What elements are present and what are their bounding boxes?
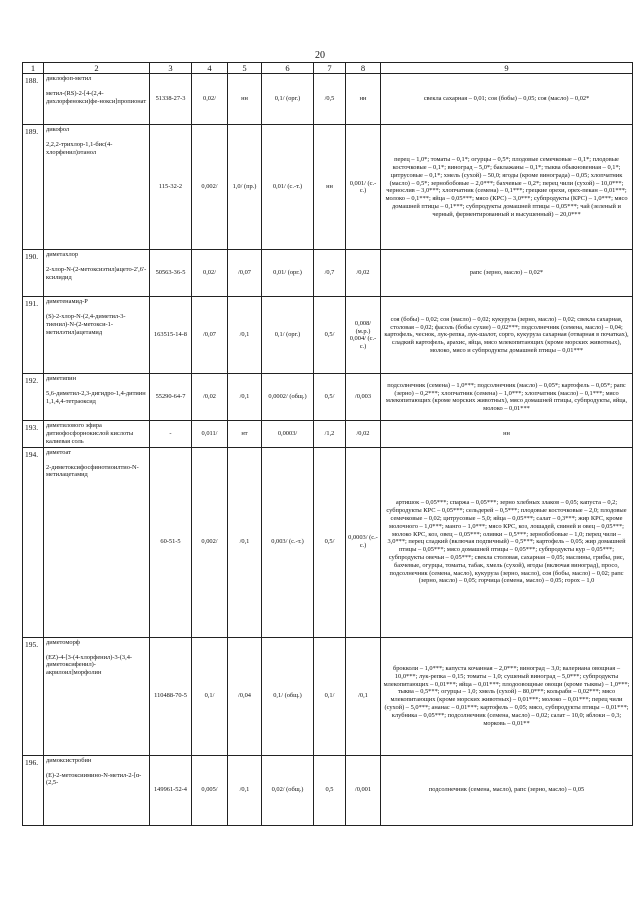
row-number: 194. <box>25 449 39 459</box>
residue-limits: рапс (зерно, масло) – 0,02* <box>469 269 544 277</box>
column-8-cell <box>346 297 381 374</box>
column-7-cell <box>314 447 346 637</box>
substance-name: диклофоп-метил <box>46 75 92 83</box>
column-7-cell <box>314 374 346 421</box>
column-8-value: 0,008/ (м.р.) 0,004/ (с.-с.) <box>349 319 377 351</box>
column-5-cell <box>228 250 262 297</box>
cas-cell <box>150 637 192 755</box>
column-6-value: 0,003/ (с.-т.) <box>271 538 304 546</box>
column-8-cell <box>346 250 381 297</box>
column-7-value: нн <box>326 183 333 191</box>
column-4-cell <box>192 447 228 637</box>
table-body <box>23 63 633 826</box>
row-number: 192. <box>25 376 39 386</box>
substance-name: диметахлор <box>46 251 79 259</box>
column-4-cell <box>192 755 228 825</box>
column-5-cell <box>228 374 262 421</box>
cas-number: 55290-64-7 <box>155 393 186 401</box>
cas-number: 149961-52-4 <box>153 786 187 794</box>
substance-cell <box>44 421 150 447</box>
row-number-cell <box>23 637 44 755</box>
column-6-value: 0,01/ (орг.) <box>273 269 302 277</box>
cas-cell <box>150 374 192 421</box>
column-8-value: /0,02 <box>356 269 370 277</box>
column-7-cell <box>314 74 346 125</box>
cas-number: 163515-14-8 <box>153 331 187 339</box>
table-row <box>23 421 633 447</box>
column-6-cell <box>262 637 314 755</box>
chemical-name: метил-(RS)-2-[4-(2,4-дихлорфенокси)фе-нокси]пропионат <box>46 90 147 105</box>
column-header: 4 <box>192 63 228 74</box>
substance-name: дикофол <box>46 126 70 134</box>
column-8-value: /0,001 <box>354 786 372 794</box>
substance-name: диметенамид-Р <box>46 298 88 306</box>
row-number-cell <box>23 125 44 250</box>
row-number-cell <box>23 250 44 297</box>
cas-cell <box>150 125 192 250</box>
column-7-cell <box>314 637 346 755</box>
column-5-value: /0,04 <box>238 692 251 700</box>
column-7-value: 0,5/ <box>324 331 335 339</box>
chemical-name: (E)-2-метоксиимино-N-метил-2-[α-(2,5- <box>46 771 142 787</box>
substance-name: диметоат <box>46 448 71 456</box>
residue-limits: нн <box>503 430 510 438</box>
row-number: 193. <box>25 423 39 433</box>
substance-cell <box>44 374 150 421</box>
column-5-cell <box>228 637 262 755</box>
residue-limits-cell <box>381 755 633 825</box>
column-6-value: 0,1/ (орг.) <box>274 95 301 103</box>
row-number: 191. <box>25 299 39 309</box>
column-7-value: 0,5/ <box>324 538 335 546</box>
column-6-cell <box>262 755 314 825</box>
column-6-value: 0,01/ (с.-т.) <box>272 183 303 191</box>
row-number-cell <box>23 297 44 374</box>
column-8-value: /0,1 <box>358 692 368 700</box>
column-5-cell <box>228 125 262 250</box>
column-6-value: 0,0003/ <box>277 430 298 438</box>
cas-cell <box>150 297 192 374</box>
column-5-cell <box>228 447 262 637</box>
row-number-cell <box>23 74 44 125</box>
column-4-value: 0,02/ <box>203 95 216 103</box>
column-5-cell <box>228 74 262 125</box>
row-number: 190. <box>25 252 39 262</box>
residue-limits-cell <box>381 421 633 447</box>
column-5-value: /0,1 <box>239 331 250 339</box>
column-4-cell <box>192 74 228 125</box>
chemical-name: 2,2,2-трихлор-1,1-бис(4-хлорфенил)этанол <box>46 141 113 156</box>
column-6-cell <box>262 421 314 447</box>
row-number-cell <box>23 755 44 825</box>
cas-cell <box>150 447 192 637</box>
column-4-value: 0,002/ <box>201 538 218 546</box>
cas-number: - <box>169 430 172 438</box>
row-number: 196. <box>25 757 39 767</box>
column-5-cell <box>228 421 262 447</box>
substance-cell <box>44 297 150 374</box>
column-header: 7 <box>314 63 346 74</box>
column-7-cell <box>314 250 346 297</box>
residue-limits-cell <box>381 74 633 125</box>
column-5-cell <box>228 297 262 374</box>
substance-name: диметоморф <box>46 638 80 646</box>
substance-cell <box>44 755 150 825</box>
substance-cell <box>44 250 150 297</box>
column-4-value: /0,07 <box>203 331 216 339</box>
column-8-value: 0,001/ (с.-с.) <box>349 179 377 195</box>
table-row <box>23 297 633 374</box>
column-7-value: 0,5 <box>325 786 334 794</box>
column-8-cell <box>346 755 381 825</box>
column-header: 5 <box>228 63 262 74</box>
chemical-name: (S)-2-хлор-N-(2,4-диметил-3-тиенил)-N-(2-метокси-1-метилэтил)ацетамид <box>46 313 126 336</box>
column-4-value: 0,005/ <box>201 786 218 794</box>
column-6-cell <box>262 297 314 374</box>
chemical-name: 2-диметоксифосфинотиоилтио-N-метилацетамид <box>46 463 139 479</box>
column-8-cell <box>346 74 381 125</box>
substance-name: диметипин <box>46 375 77 383</box>
table-row <box>23 74 633 125</box>
column-4-cell <box>192 374 228 421</box>
row-number: 188. <box>25 76 39 86</box>
residue-limits: свекла сахарная – 0,01; соя (бобы) – 0,05; соя (масло) – 0,02* <box>423 95 590 103</box>
column-8-cell <box>346 637 381 755</box>
column-7-value: 0,1/ <box>324 692 335 700</box>
column-8-value: /0,003 <box>354 393 372 401</box>
cas-number: 50563-36-5 <box>155 269 186 277</box>
column-8-value: нн <box>359 95 367 103</box>
column-5-value: нт <box>241 430 248 438</box>
cas-number: 60-51-5 <box>160 538 181 546</box>
page-number: 20 <box>315 50 325 61</box>
column-5-value: /0,1 <box>239 538 250 546</box>
column-8-cell <box>346 125 381 250</box>
column-7-value: 0,5/ <box>324 393 335 401</box>
column-header: 2 <box>44 63 150 74</box>
substance-cell <box>44 74 150 125</box>
cas-cell <box>150 250 192 297</box>
row-number-cell <box>23 447 44 637</box>
column-4-value: 0,011/ <box>201 430 218 438</box>
column-6-value: 0,1/ (орг.) <box>274 331 301 339</box>
column-7-value: /0,7 <box>324 269 335 277</box>
chemical-name: (EZ)-4-[3-(4-хлорфенил)-3-(3,4-диметоксифенил)-акрилоил]морфолин <box>46 653 133 677</box>
row-number-cell <box>23 374 44 421</box>
column-5-value: /0,1 <box>239 786 250 794</box>
column-7-cell <box>314 125 346 250</box>
column-4-cell <box>192 297 228 374</box>
column-7-cell <box>314 421 346 447</box>
column-8-value: 0,0003/ (с.-с.) <box>348 534 378 550</box>
column-7-value: /0,5 <box>324 95 335 103</box>
substance-cell <box>44 637 150 755</box>
cas-number: 51338-27-3 <box>155 95 186 103</box>
row-number: 189. <box>25 127 39 137</box>
column-header: 9 <box>381 63 633 74</box>
substance-cell <box>44 447 150 637</box>
column-header: 6 <box>262 63 314 74</box>
column-6-value: 0,0002/ (общ.) <box>268 393 307 401</box>
column-5-value: 1,0/ (пр.) <box>232 183 257 191</box>
column-6-cell <box>262 125 314 250</box>
column-header: 1 <box>23 63 44 74</box>
column-header: 8 <box>346 63 381 74</box>
cas-number: 110488-70-5 <box>154 692 187 700</box>
table-row <box>23 125 633 250</box>
cas-cell <box>150 421 192 447</box>
residue-limits-cell <box>381 637 633 755</box>
residue-limits-cell <box>381 447 633 637</box>
table-row <box>23 637 633 755</box>
residue-limits-cell <box>381 125 633 250</box>
column-4-value: 0,1/ <box>204 692 215 700</box>
residue-limits-cell <box>381 297 633 374</box>
residue-limits-cell <box>381 250 633 297</box>
cas-cell <box>150 74 192 125</box>
residue-limits: артишок – 0,05***; спаржа – 0,05***; зерно хлебных злаков – 0,05; капуста – 0,2; субпродукты КРС – 0,05***; сельдерей – 0,5***; плодовые косточковые – 2,0; плодовые семечковые – 0,02; цитрусовые – 5,0; яйца – 0,05***; салат – 0,3***; жир КРС, кроме молочного – 1,0***; манго – 1,0***; мясо КРС, коз, лошадей, свиней и овец – 0,05***; молоко КРС, коз, овец – 0,05***; оливки – 0,5***; зернобобовые – 1,0; перец чили – 3,0***; перец сладкий (включая подпичный) – 0,5***; картофель – 0,05; жир домашней птицы – 0,05***; мясо домашней птицы – 0,05***; субпродукты кур – 0,05***; субпродукты овечьи – 0,05***; свекла столовая, сахарная – 0,05; маслины, грибы, рис, бахчевые, огурцы, томаты, табак, хмель (сухой), ягоды (включая виноград), просо, подсолнечник (семена, масло), кукуруза (зерно, масло), соя (бобы, масло) – 0,02; рапс (зерно, масло) – 0,05; горчица (семена, масло) – 0,05; горох – 1,0 <box>386 499 627 585</box>
column-4-cell <box>192 125 228 250</box>
column-6-cell <box>262 74 314 125</box>
residue-limits-cell <box>381 374 633 421</box>
cas-number: 115-32-2 <box>158 183 183 191</box>
substance-cell <box>44 125 150 250</box>
column-6-cell <box>262 374 314 421</box>
column-4-value: 0,02/ <box>203 269 216 277</box>
column-header: 3 <box>150 63 192 74</box>
chemical-name: 5,6-диметил-2,3-дигидро-1,4-дитиин 1,1,4,4-тетраоксид <box>46 390 146 405</box>
column-6-value: 0,1/ (общ.) <box>273 692 302 700</box>
table-row <box>23 250 633 297</box>
residue-standards-table <box>22 62 633 826</box>
column-6-cell <box>262 250 314 297</box>
substance-name: диметилового эфира дитиофосфорнокислой кислоты калиевая соль <box>46 422 134 445</box>
column-4-cell <box>192 250 228 297</box>
residue-limits: перец – 1,0*; томаты – 0,1*; огурцы – 0,5*; плодовые семечковые – 0,1*; плодовые косточковые – 0,1*; виноград – 5,0*; баклажаны – 0,1*; тыква обыкновенная – 0,1*; цитрусовые – 0,1*; хмель (сухой) – 50,0; ягоды (кроме винограда) – 0,05; хлопчатник (масло) – 0,5*; зернобобовые – 2,0***; бахчевые – 0,2*; перец чили (сухой) – 10,0***; чернослив – 3,0***; хлопчатник (семена) – 0,1***; грецкие орехи, орех-пекан – 0,01***; молоко – 0,1***; яйца – 0,05***; мясо (КРС) – 3,0***; субпродукты (КРС) – 1,0***; мясо домашней птицы – 0,1***; субпродукты домашней птицы – 0,05***; чай (зеленый и черный, ферментированный и высушенный) – 20,0*** <box>385 156 628 218</box>
column-8-cell <box>346 421 381 447</box>
column-5-value: /0,1 <box>239 393 250 401</box>
column-6-value: 0,02/ (общ.) <box>271 786 304 794</box>
column-7-cell <box>314 297 346 374</box>
row-number-cell <box>23 421 44 447</box>
column-4-value: 0,002/ <box>201 183 218 191</box>
row-number: 195. <box>25 639 39 649</box>
column-8-cell <box>346 447 381 637</box>
column-5-value: нн <box>241 95 248 103</box>
column-4-value: /0,02 <box>203 393 216 401</box>
residue-limits: соя (бобы) – 0,02; соя (масло) – 0,02; кукуруза (зерно, масло) – 0,02; свекла сахарная, столовая – 0,02; фасоль (бобы сухие) – 0,02***; подсолнечник (семена, масло) – 0,04; картофель, чеснок, лук-репка, лук-шалот, сорго, кукуруза сахарная (отварная в початках), сладкий картофель, арахис, яйца, мясо млекопитающих (кроме морских животных), молоко, мясо и субпродукты домашней птицы – 0,01*** <box>384 315 629 355</box>
cas-cell <box>150 755 192 825</box>
residue-limits: подсолнечник (семена) – 1,0***; подсолнечник (масло) – 0,05*; картофель – 0,05*; рапс (зерно) – 0,2***; хлопчатник (семена) – 1,0***; хлопчатник (масло) – 0,1***; мясо млекопитающих (кроме морских животных), мясо домашней птицы, субпродукты, яйца, молоко – 0,01*** <box>385 381 628 413</box>
column-4-cell <box>192 421 228 447</box>
table-row <box>23 374 633 421</box>
chemical-name: 2-хлор-N-(2-метоксиэтил)ацето-2',6'-ксилидид <box>46 266 147 281</box>
column-8-value: /0,02 <box>356 430 370 438</box>
residue-limits: подсолнечник (семена, масло), рапс (зерно, масло) – 0,05 <box>428 786 585 794</box>
column-7-value: /1,2 <box>324 430 335 438</box>
column-5-value: /0,07 <box>238 269 251 277</box>
residue-limits: брокколи – 1,0***; капуста кочанная – 2,0***; виноград – 3,0; валериана овощная – 10,0***; лук-репка – 0,15; томаты – 1,0; сушеный виноград – 5,0***; субпродукты млекопитающих – 0,01***; яйца – 0,01***; плодоовощные овощи (кроме тыквы) – 1,0***; тыква – 0,5***; огурцы – 1,0; хмель (сухой) – 80,0***; кольраби – 0,02***; мясо млекопитающих (кроме морских животных) – 0,01***; молоко – 0,01***; перец чили (сухой) – 5,0***; ананас – 0,01***; картофель – 0,05; мясо, субпродукты птицы – 0,01***; клубника – 0,05***; подсолнечник (семена, масло) – 0,02; салат – 10,0; яблоки – 0,3; морковь – 0,01** <box>383 665 630 727</box>
column-8-cell <box>346 374 381 421</box>
column-4-cell <box>192 637 228 755</box>
substance-name: димоксистробин <box>46 756 92 764</box>
column-7-cell <box>314 755 346 825</box>
column-5-cell <box>228 755 262 825</box>
column-6-cell <box>262 447 314 637</box>
table-row <box>23 447 633 637</box>
table-row <box>23 755 633 825</box>
header-row <box>23 63 633 74</box>
